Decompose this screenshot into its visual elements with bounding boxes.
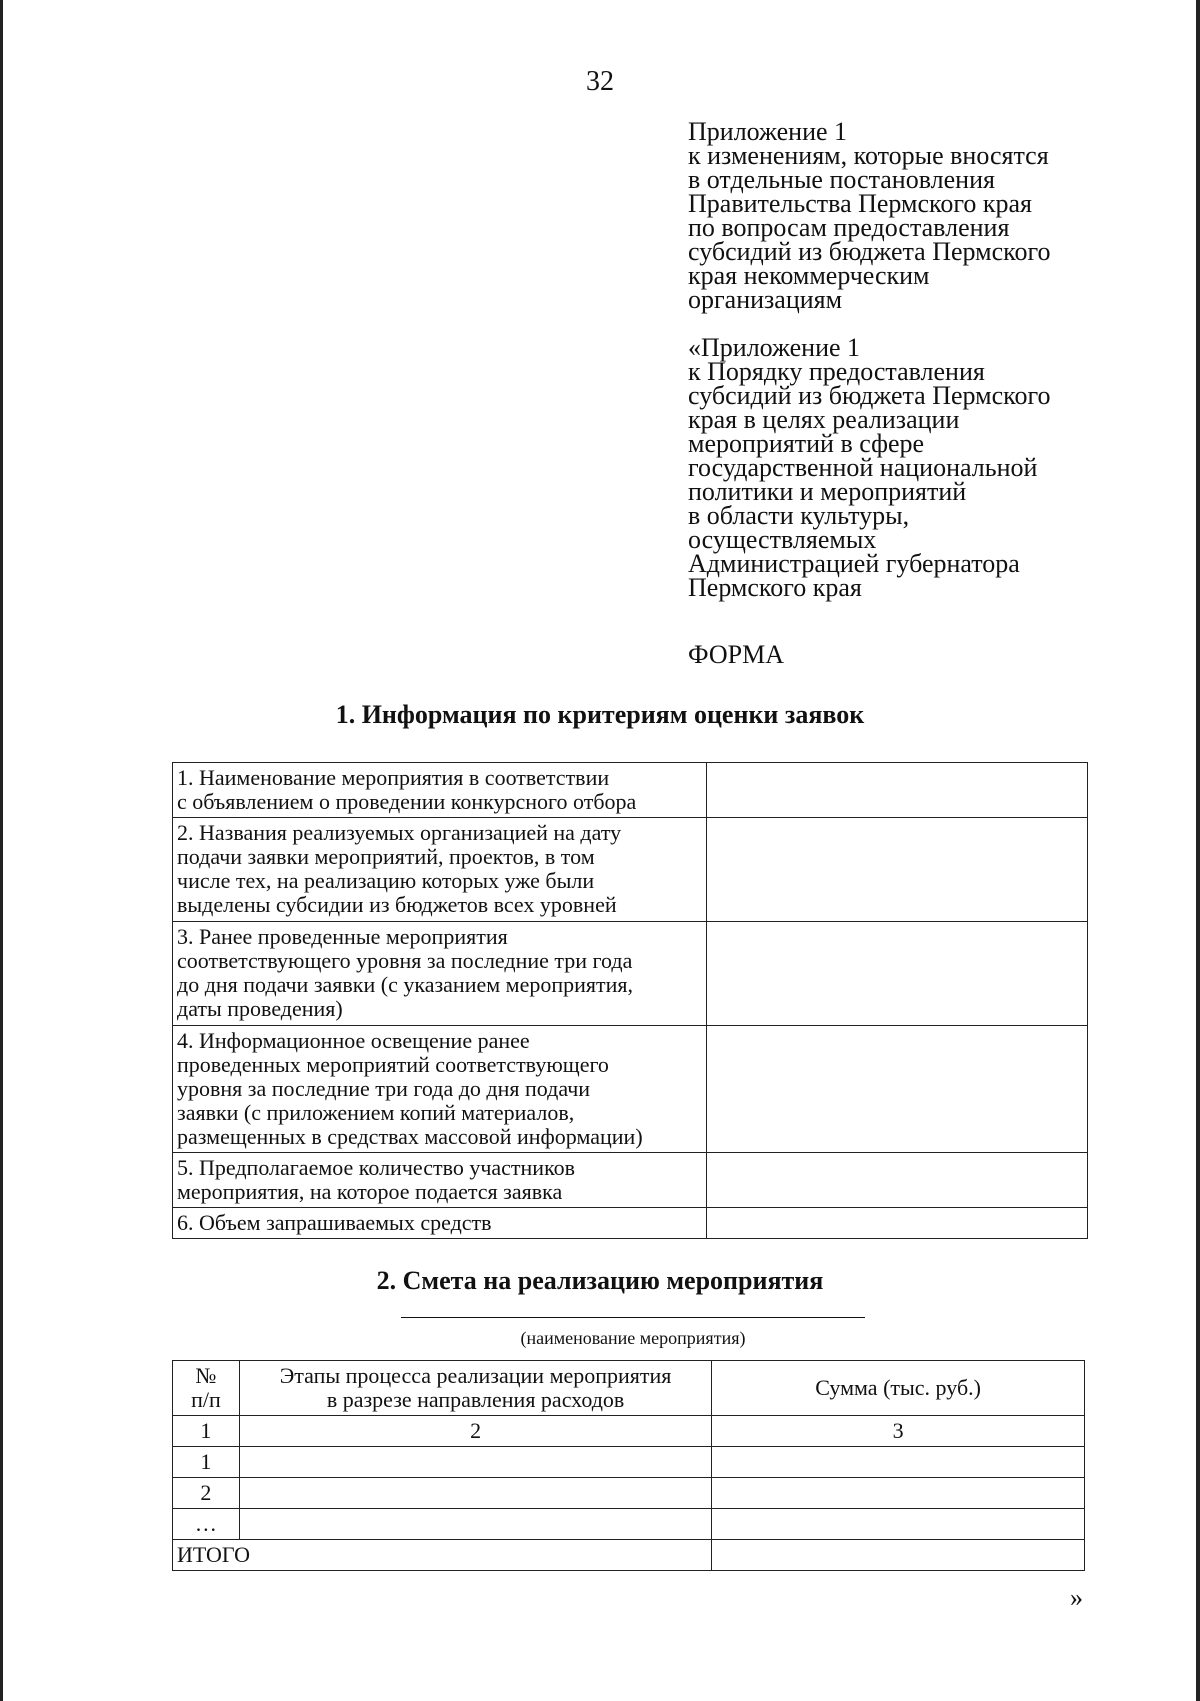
estimate-table <box>172 1360 1085 1571</box>
criteria-label: 5. Предполагаемое количество участников мероприятия, на которое подается заявка <box>173 1153 707 1208</box>
page-edge-right <box>1196 0 1200 1701</box>
section1-title: 1. Информация по критериям оценки заявок <box>335 700 865 729</box>
stage-cell[interactable] <box>239 1509 712 1540</box>
page-number: 32 <box>586 66 614 97</box>
criteria-row <box>173 1208 1088 1239</box>
total-label: ИТОГО <box>173 1540 712 1571</box>
criteria-value-cell[interactable] <box>706 1153 1087 1208</box>
criteria-table <box>172 762 1088 1239</box>
header-sum: Сумма (тыс. руб.) <box>712 1361 1085 1416</box>
criteria-row <box>173 763 1088 818</box>
closing-quote: » <box>1070 1583 1083 1612</box>
criteria-label: 3. Ранее проведенные мероприятия соответствующего уровня за последние три года до дня подачи заявки (с указанием мероприятия, даты проведения) <box>173 922 707 1026</box>
criteria-value-cell[interactable] <box>706 1208 1087 1239</box>
sum-cell[interactable] <box>712 1447 1085 1478</box>
row-number: … <box>173 1509 240 1540</box>
appendix-note-1: Приложение 1 к изменениям, которые вносятся в отдельные постановления Правительства Пермского края по вопросам предоставления субсидий из бюджета Пермского края некоммерческим организациям <box>688 117 1051 314</box>
event-name-caption: (наименование мероприятия) <box>520 1328 746 1348</box>
event-name-line[interactable] <box>401 1317 865 1318</box>
header-number: № п/п <box>173 1361 240 1416</box>
column-number: 2 <box>239 1416 712 1447</box>
criteria-label: 6. Объем запрашиваемых средств <box>173 1208 707 1239</box>
column-number: 3 <box>712 1416 1085 1447</box>
sum-cell[interactable] <box>712 1478 1085 1509</box>
criteria-label: 2. Названия реализуемых организацией на дату подачи заявки мероприятий, проектов, в том числе тех, на реализацию которых уже были выделены субсидии из бюджетов всех уровней <box>173 818 707 922</box>
column-number: 1 <box>173 1416 240 1447</box>
criteria-value-cell[interactable] <box>706 763 1087 818</box>
criteria-value-cell[interactable] <box>706 1026 1087 1153</box>
estimate-row <box>173 1509 1085 1540</box>
page-edge-left <box>0 0 3 1701</box>
sum-cell[interactable] <box>712 1509 1085 1540</box>
stage-cell[interactable] <box>239 1447 712 1478</box>
estimate-row <box>173 1478 1085 1509</box>
criteria-row <box>173 922 1088 1026</box>
appendix-note-2: «Приложение 1 к Порядку предоставления субсидий из бюджета Пермского края в целях реализации мероприятий в сфере государственной национальной политики и мероприятий в области культуры, осуществляемых Администрацией губернатора Пермского края <box>688 333 1051 602</box>
criteria-label: 4. Информационное освещение ранее проведенных мероприятий соответствующего уровня за последние три года до дня подачи заявки (с приложением копий материалов, размещенных в средствах массовой информации) <box>173 1026 707 1153</box>
total-row <box>173 1540 1085 1571</box>
criteria-value-cell[interactable] <box>706 818 1087 922</box>
criteria-row <box>173 818 1088 922</box>
column-number-row <box>173 1416 1085 1447</box>
criteria-row <box>173 1153 1088 1208</box>
row-number: 1 <box>173 1447 240 1478</box>
criteria-value-cell[interactable] <box>706 922 1087 1026</box>
total-sum-cell[interactable] <box>712 1540 1085 1571</box>
stage-cell[interactable] <box>239 1478 712 1509</box>
estimate-row <box>173 1447 1085 1478</box>
section2-title: 2. Смета на реализацию мероприятия <box>376 1266 824 1295</box>
row-number: 2 <box>173 1478 240 1509</box>
criteria-label: 1. Наименование мероприятия в соответствии с объявлением о проведении конкурсного отбора <box>173 763 707 818</box>
criteria-row <box>173 1026 1088 1153</box>
estimate-header-row <box>173 1361 1085 1416</box>
header-stages: Этапы процесса реализации мероприятия в разрезе направления расходов <box>239 1361 712 1416</box>
form-label: ФОРМА <box>688 640 784 669</box>
